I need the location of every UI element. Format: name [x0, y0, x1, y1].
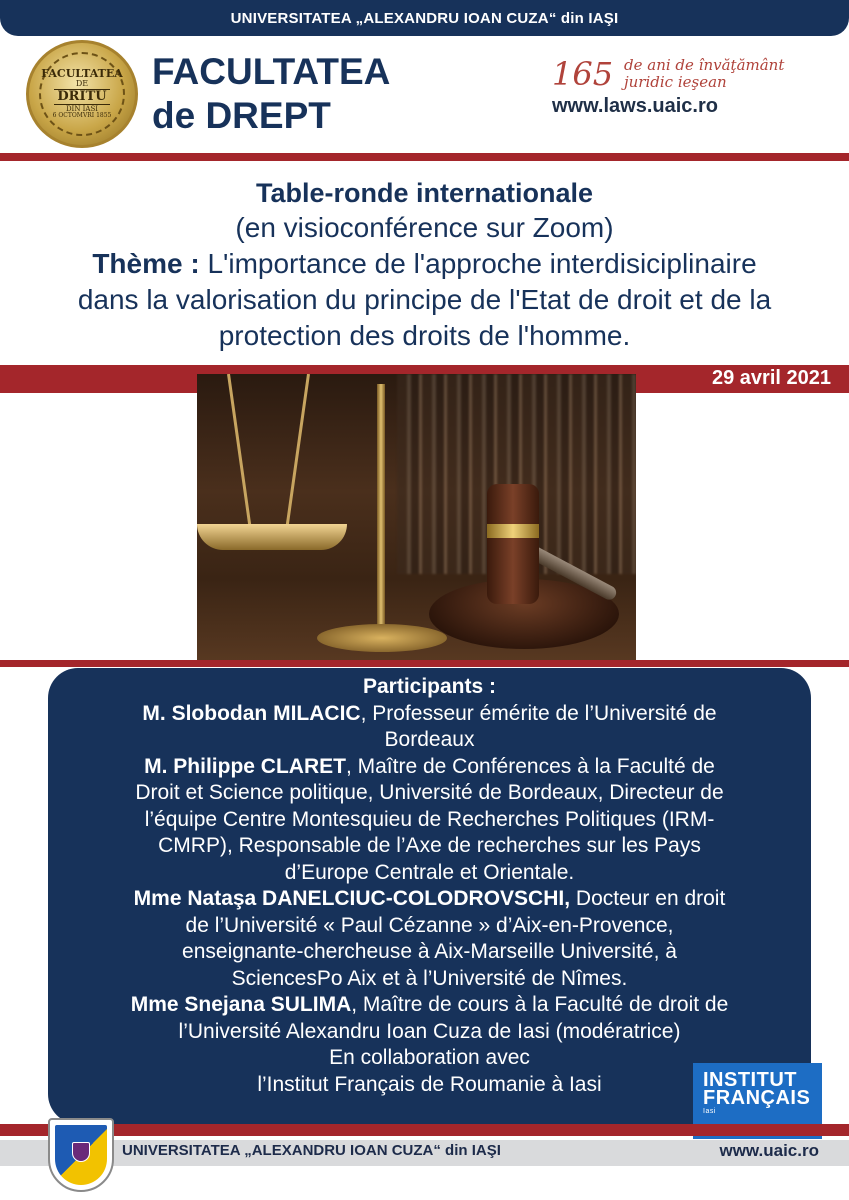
participant-3-name: Mme Nataşa DANELCIUC-COLODROVSCHI,: [133, 887, 571, 910]
participant-4: [58, 992, 801, 1019]
institut-logo-city: Iasi: [703, 1108, 716, 1115]
faculty-website-link[interactable]: www.laws.uaic.ro: [552, 95, 718, 117]
justice-scales-gavel-image: [197, 374, 636, 667]
collaboration-line-2: l’Institut Français de Roumanie à Iasi: [257, 1072, 602, 1096]
participant-2-name: M. Philippe CLARET: [144, 754, 346, 778]
footer-divider: [0, 1124, 849, 1136]
participant-4-desc-2: l’Université Alexandru Ioan Cuza de Iasi (modératrice): [178, 1019, 681, 1043]
institut-logo-line2: FRANÇAIS: [703, 1087, 811, 1109]
participant-4-name: Mme Snejana SULIMA: [130, 993, 352, 1016]
scale-pan: [197, 524, 347, 550]
participants-heading: Participants :: [362, 675, 497, 698]
participant-2-desc-5: d’Europe Centrale et Orientale.: [284, 860, 575, 884]
footer-website-link[interactable]: www.uaic.ro: [719, 1141, 819, 1160]
gavel-head: [487, 484, 539, 604]
scale-chain: [285, 374, 310, 528]
header-divider: [0, 153, 849, 161]
image-divider: [0, 660, 849, 667]
participant-1: [58, 701, 801, 728]
participants-panel: [48, 668, 811, 1124]
event-date: 29 avril 2021: [712, 367, 831, 389]
collaboration-line-1: En collaboration avec: [329, 1046, 530, 1069]
event-title: Table-ronde internationale: [255, 178, 594, 208]
faculty-title-line1: FACULTATEA: [152, 51, 391, 92]
crest-shield: [72, 1142, 90, 1162]
scale-pole: [377, 384, 385, 634]
seal-text-4: DIN IASI: [65, 104, 99, 113]
participant-3-desc-3: enseignante-chercheuse à Aix-Marseille Université, à: [182, 940, 677, 963]
anniversary-number: 165: [552, 55, 614, 93]
top-university-banner: [0, 0, 849, 36]
anniversary-text-line1: de ani de învăţământ: [624, 56, 785, 74]
scale-chain: [227, 374, 252, 528]
participant-3: [58, 886, 801, 913]
faculty-seal-logo: [26, 40, 138, 148]
participant-2-desc-3: l’équipe Centre Montesquieu de Recherches Politiques (IRM-: [144, 807, 715, 831]
participant-1-desc: , Professeur émérite de l’Université de: [360, 701, 717, 725]
seal-text-5: 6 OCTOMVRI 1855: [52, 112, 112, 120]
theme-label: Thème :: [92, 248, 200, 279]
scale-base: [317, 624, 447, 652]
participant-3-desc-4: SciencesPo Aix et à l’Université de Nîmes.: [231, 966, 628, 990]
event-theme-line3: protection des droits de l'homme.: [218, 320, 631, 351]
gavel-band: [487, 524, 539, 538]
participant-2: [58, 754, 801, 781]
participant-3-desc: Docteur en droit: [570, 887, 726, 910]
faculty-title: [152, 50, 390, 138]
anniversary-text-line2: juridic ieşean: [624, 73, 727, 91]
anniversary-text: [624, 57, 784, 91]
event-format: (en visioconférence sur Zoom): [235, 212, 614, 243]
seal-text-2: DE: [75, 78, 89, 88]
participant-2-desc: , Maître de Conférences à la Faculté de: [345, 754, 715, 778]
institut-logo-line1: INSTITUT: [703, 1069, 797, 1091]
participant-1-desc-2: Bordeaux: [384, 728, 475, 751]
footer-university-name: UNIVERSITATEA „ALEXANDRU IOAN CUZA“ din IAŞI: [122, 1142, 501, 1159]
theme-text-1: L'importance de l'approche interdisiciplinaire: [199, 248, 757, 279]
event-theme-line2: dans la valorisation du principe de l'Etat de droit et de la: [77, 284, 772, 315]
event-theme-line1: [0, 246, 849, 282]
faculty-title-line2: de DREPT: [152, 95, 331, 136]
participant-2-desc-2: Droit et Science politique, Université de Bordeaux, Directeur de: [135, 781, 724, 804]
seal-text-1: FACULTATEA: [41, 67, 123, 81]
event-title-block: [0, 176, 849, 354]
seal-text-3: DRITU: [54, 89, 109, 105]
top-university-name: UNIVERSITATEA „ALEXANDRU IOAN CUZA“ din IAŞI: [230, 9, 619, 27]
participant-1-name: M. Slobodan MILACIC: [142, 701, 361, 725]
participant-2-desc-4: CMRP), Responsable de l’Axe de recherches sur les Pays: [158, 834, 701, 857]
participant-3-desc-2: de l’Université « Paul Cézanne » d’Aix-en-Provence,: [185, 913, 674, 937]
participant-4-desc: , Maître de cours à la Faculté de droit de: [351, 993, 729, 1016]
seal-inner: [39, 52, 125, 136]
university-crest-logo: [48, 1118, 114, 1192]
